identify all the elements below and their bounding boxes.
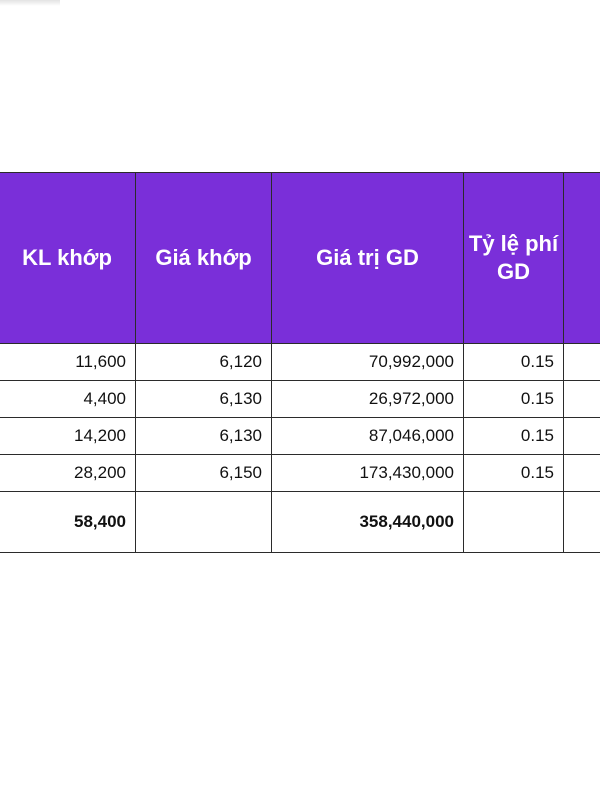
cell-cropped [564,418,600,455]
trade-table [0,172,600,553]
cell-gia-tri-gd: 70,992,000 [272,344,464,381]
cell-cropped [564,455,600,492]
table-header-row [0,173,600,344]
total-ty-le-phi [464,492,564,553]
cell-ty-le-phi: 0.15 [464,381,564,418]
cell-kl-khop: 28,200 [0,455,136,492]
table-total-row [0,492,600,553]
total-kl-khop: 58,400 [0,492,136,553]
top-cropped-fragment [0,0,60,6]
cell-gia-khop: 6,120 [136,344,272,381]
total-gia-khop [136,492,272,553]
table-row [0,344,600,381]
cell-gia-khop: 6,130 [136,418,272,455]
cell-kl-khop: 11,600 [0,344,136,381]
cell-cropped [564,344,600,381]
header-ty-le-phi-gd: Tỷ lệ phí GD [464,173,564,344]
cell-gia-tri-gd: 26,972,000 [272,381,464,418]
cell-gia-tri-gd: 87,046,000 [272,418,464,455]
cell-cropped [564,381,600,418]
cell-gia-tri-gd: 173,430,000 [272,455,464,492]
cell-gia-khop: 6,150 [136,455,272,492]
header-gia-khop: Giá khớp [136,173,272,344]
total-gia-tri-gd: 358,440,000 [272,492,464,553]
table-row [0,455,600,492]
header-gia-tri-gd: Giá trị GD [272,173,464,344]
trade-table-container [0,172,600,562]
cell-ty-le-phi: 0.15 [464,455,564,492]
table-row [0,381,600,418]
cell-ty-le-phi: 0.15 [464,344,564,381]
header-cropped-column [564,173,600,344]
cell-kl-khop: 14,200 [0,418,136,455]
table-row [0,418,600,455]
total-cropped [564,492,600,553]
cell-gia-khop: 6,130 [136,381,272,418]
header-kl-khop: KL khớp [0,173,136,344]
cell-kl-khop: 4,400 [0,381,136,418]
cell-ty-le-phi: 0.15 [464,418,564,455]
